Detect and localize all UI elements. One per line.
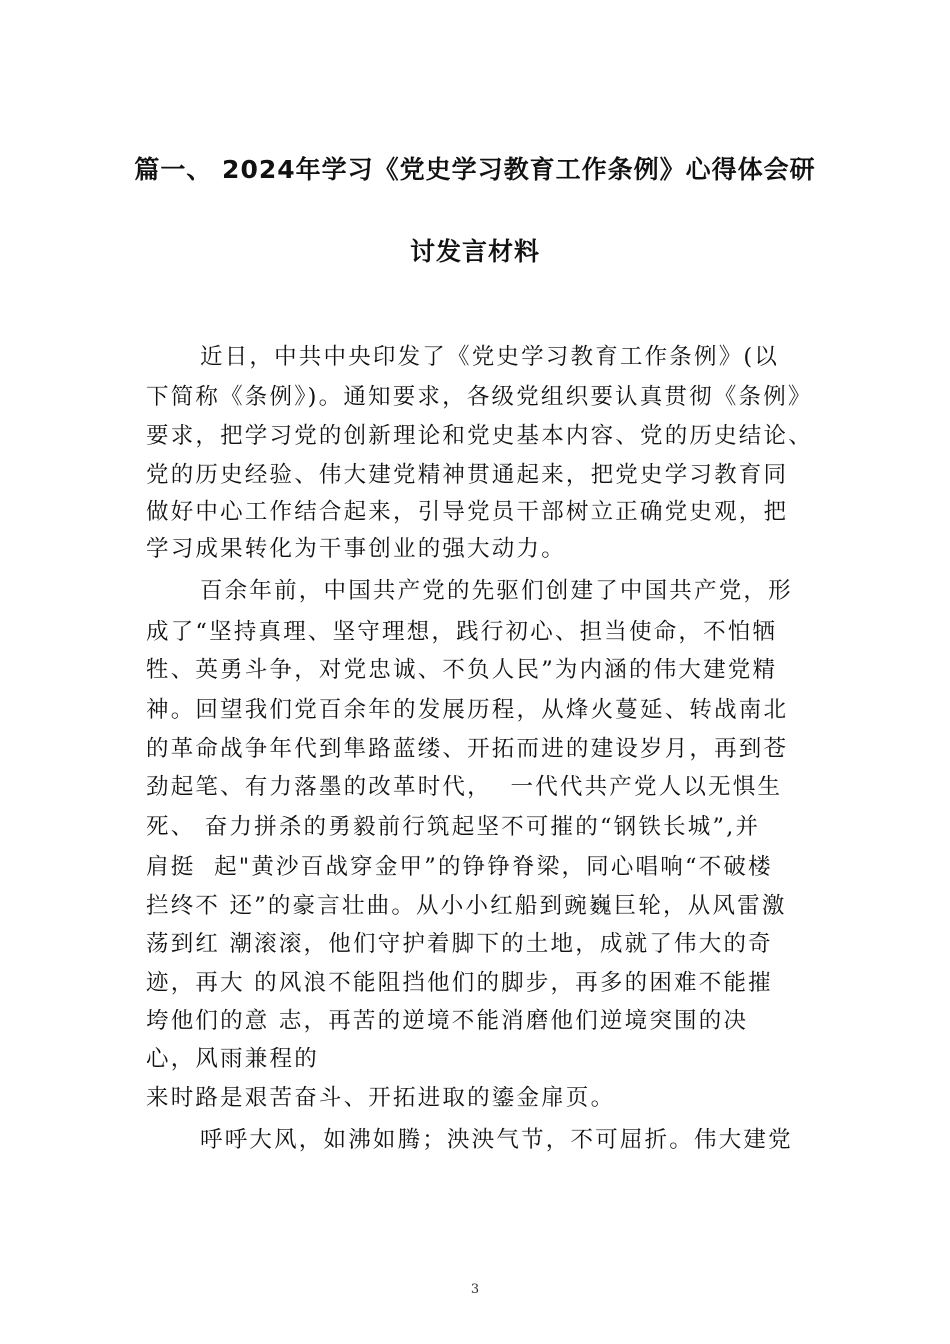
body-line: 迹，再大 的风浪不能阻挡他们的脚步，再多的困难不能摧 bbox=[146, 970, 773, 996]
body-line: 的革命战争年代到隼路蓝缕、开拓而进的建设岁月，再到苍 bbox=[146, 736, 789, 762]
body-line: 荡到红 潮滚滚，他们守护着脚下的土地，成就了伟大的奇 bbox=[146, 931, 773, 957]
document-title-line-1: 篇一、 2024年学习《党史学习教育工作条例》心得体会研 bbox=[134, 155, 816, 184]
body-line: 下简称《条例》)。通知要求，各级党组织要认真贯彻《条例》 bbox=[146, 384, 813, 410]
body-line: 死、 奋力拼杀的勇毅前行筑起坚不可摧的“钢铁长城”,并 bbox=[146, 814, 761, 840]
body-line: 做好中心工作结合起来，引导党员干部树立正确党史观，把 bbox=[146, 499, 789, 525]
body-line: 肩挺 起"黄沙百战穿金甲”的铮铮脊梁，同心唱响“不破楼 bbox=[146, 854, 773, 880]
body-line: 来时路是艰苦奋斗、开拓进取的鎏金扉页。 bbox=[146, 1085, 616, 1111]
body-line: 拦终不 还”的豪言壮曲。从小小红船到豌巍巨轮，从风雷激 bbox=[146, 893, 787, 919]
body-line: 近日，中共中央印发了《党史学习教育工作条例》(以 bbox=[200, 344, 780, 370]
body-line: 牲、英勇斗争，对党忠诚、不负人民”为内涵的伟大建党精 bbox=[146, 657, 778, 683]
body-line: 要求，把学习党的创新理论和党史基本内容、党的历史结论、 bbox=[146, 423, 813, 449]
body-line: 成了“坚持真理、坚守理想，践行初心、担当使命，不怕牺 bbox=[146, 619, 778, 645]
body-line: 学习成果转化为干事创业的强大动力。 bbox=[146, 536, 566, 562]
body-line: 神。回望我们党百余年的发展历程，从烽火蔓延、转战南北 bbox=[146, 697, 789, 723]
body-line: 党的历史经验、伟大建党精神贯通起来，把党史学习教育同 bbox=[146, 462, 789, 488]
body-line: 垮他们的意 志，再苦的逆境不能消磨他们逆境突围的决 bbox=[146, 1008, 749, 1034]
body-line: 呼呼大风，如沸如腾；泱泱气节，不可屈折。伟大建党 bbox=[200, 1127, 793, 1153]
body-line: 劲起笔、有力落墨的改革时代， 一代代共产党人以无惧生 bbox=[146, 774, 783, 800]
document-title-line-2: 讨发言材料 bbox=[409, 237, 540, 266]
body-line: 百余年前，中国共产党的先驱们创建了中国共产党，形 bbox=[200, 578, 793, 604]
page-number: 3 bbox=[470, 1282, 480, 1297]
body-line: 心，风雨兼程的 bbox=[146, 1046, 319, 1072]
